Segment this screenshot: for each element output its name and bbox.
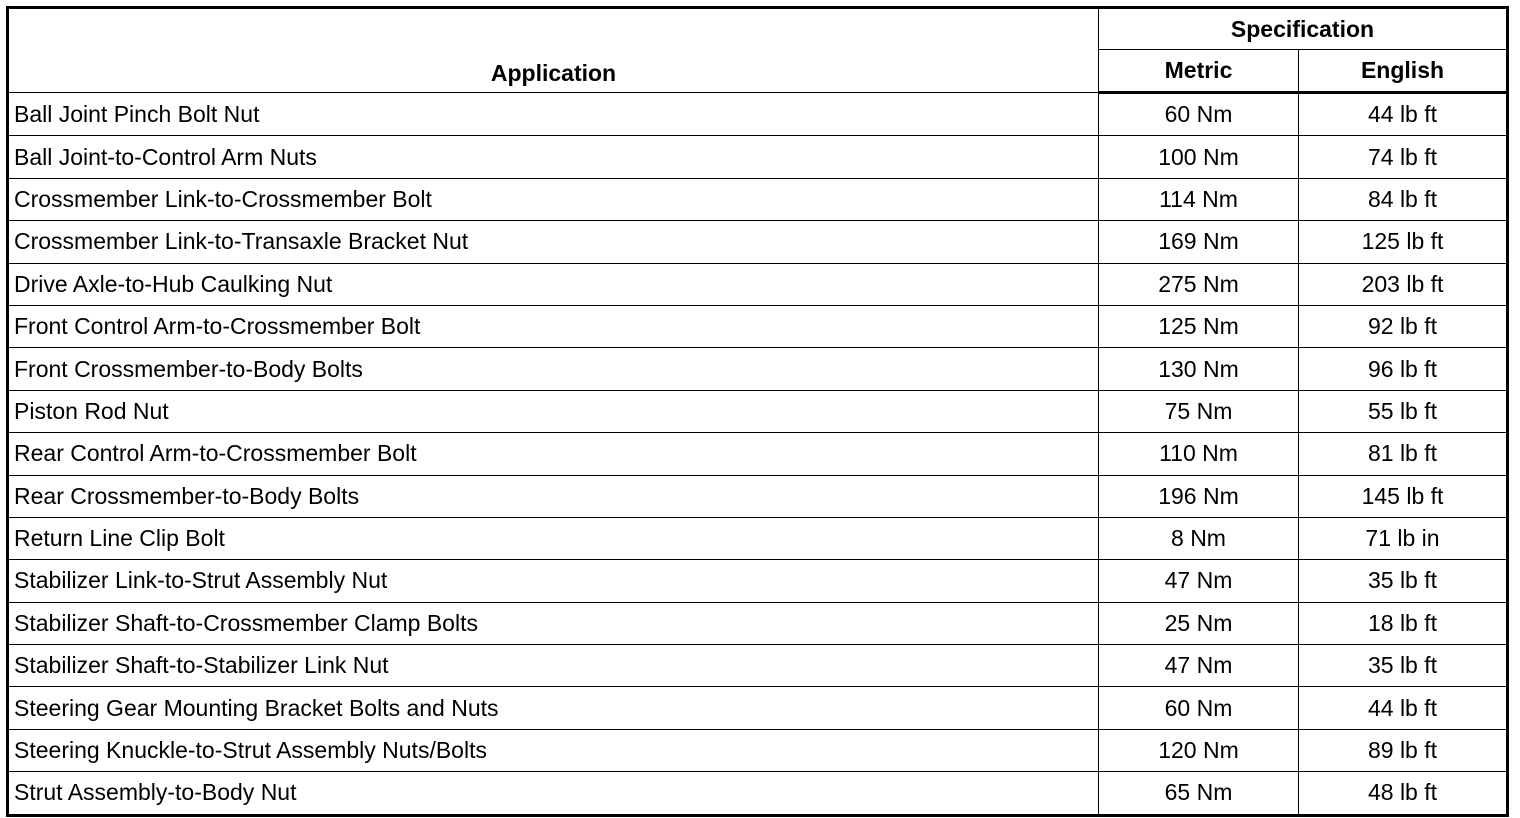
english-cell: 35 lb ft xyxy=(1299,645,1508,687)
english-cell: 125 lb ft xyxy=(1299,221,1508,263)
english-cell: 96 lb ft xyxy=(1299,348,1508,390)
metric-cell: 169 Nm xyxy=(1099,221,1299,263)
application-cell: Stabilizer Shaft-to-Stabilizer Link Nut xyxy=(8,645,1099,687)
application-cell: Stabilizer Link-to-Strut Assembly Nut xyxy=(8,560,1099,602)
header-row-top xyxy=(8,8,1508,50)
metric-cell: 120 Nm xyxy=(1099,729,1299,771)
table-row xyxy=(8,602,1508,644)
metric-cell: 8 Nm xyxy=(1099,517,1299,559)
table-row xyxy=(8,263,1508,305)
table-row xyxy=(8,517,1508,559)
application-cell: Front Crossmember-to-Body Bolts xyxy=(8,348,1099,390)
application-cell: Steering Gear Mounting Bracket Bolts and Nuts xyxy=(8,687,1099,729)
application-cell: Stabilizer Shaft-to-Crossmember Clamp Bolts xyxy=(8,602,1099,644)
metric-cell: 114 Nm xyxy=(1099,178,1299,220)
english-cell: 71 lb in xyxy=(1299,517,1508,559)
application-cell: Front Control Arm-to-Crossmember Bolt xyxy=(8,305,1099,347)
english-cell: 55 lb ft xyxy=(1299,390,1508,432)
table-row xyxy=(8,729,1508,771)
metric-cell: 47 Nm xyxy=(1099,645,1299,687)
metric-cell: 60 Nm xyxy=(1099,93,1299,136)
english-cell: 203 lb ft xyxy=(1299,263,1508,305)
english-cell: 48 lb ft xyxy=(1299,772,1508,815)
english-cell: 18 lb ft xyxy=(1299,602,1508,644)
torque-spec-table xyxy=(6,6,1509,817)
application-cell: Steering Knuckle-to-Strut Assembly Nuts/Bolts xyxy=(8,729,1099,771)
english-cell: 145 lb ft xyxy=(1299,475,1508,517)
metric-cell: 100 Nm xyxy=(1099,136,1299,178)
application-cell: Rear Control Arm-to-Crossmember Bolt xyxy=(8,433,1099,475)
application-cell: Strut Assembly-to-Body Nut xyxy=(8,772,1099,815)
table-row xyxy=(8,348,1508,390)
metric-cell: 25 Nm xyxy=(1099,602,1299,644)
english-cell: 35 lb ft xyxy=(1299,560,1508,602)
english-cell: 74 lb ft xyxy=(1299,136,1508,178)
english-cell: 84 lb ft xyxy=(1299,178,1508,220)
metric-cell: 196 Nm xyxy=(1099,475,1299,517)
table-row xyxy=(8,687,1508,729)
table-row xyxy=(8,645,1508,687)
table-header xyxy=(8,8,1508,93)
metric-cell: 110 Nm xyxy=(1099,433,1299,475)
english-cell: 44 lb ft xyxy=(1299,93,1508,136)
application-cell: Crossmember Link-to-Transaxle Bracket Nut xyxy=(8,221,1099,263)
metric-cell: 275 Nm xyxy=(1099,263,1299,305)
english-cell: 81 lb ft xyxy=(1299,433,1508,475)
table-body xyxy=(8,93,1508,816)
application-cell: Ball Joint Pinch Bolt Nut xyxy=(8,93,1099,136)
table-row xyxy=(8,475,1508,517)
application-column-header: Application xyxy=(8,8,1099,93)
table-row xyxy=(8,433,1508,475)
table-row xyxy=(8,93,1508,136)
english-cell: 92 lb ft xyxy=(1299,305,1508,347)
table-row xyxy=(8,560,1508,602)
table-row xyxy=(8,221,1508,263)
application-cell: Rear Crossmember-to-Body Bolts xyxy=(8,475,1099,517)
metric-cell: 60 Nm xyxy=(1099,687,1299,729)
application-cell: Return Line Clip Bolt xyxy=(8,517,1099,559)
table-row xyxy=(8,772,1508,815)
metric-cell: 125 Nm xyxy=(1099,305,1299,347)
english-cell: 44 lb ft xyxy=(1299,687,1508,729)
application-cell: Ball Joint-to-Control Arm Nuts xyxy=(8,136,1099,178)
application-cell: Piston Rod Nut xyxy=(8,390,1099,432)
metric-cell: 65 Nm xyxy=(1099,772,1299,815)
specification-group-header: Specification xyxy=(1099,8,1508,50)
english-cell: 89 lb ft xyxy=(1299,729,1508,771)
application-cell: Crossmember Link-to-Crossmember Bolt xyxy=(8,178,1099,220)
english-column-header: English xyxy=(1299,50,1508,93)
table-row xyxy=(8,390,1508,432)
application-cell: Drive Axle-to-Hub Caulking Nut xyxy=(8,263,1099,305)
table-row xyxy=(8,305,1508,347)
metric-cell: 130 Nm xyxy=(1099,348,1299,390)
table-row xyxy=(8,178,1508,220)
metric-cell: 75 Nm xyxy=(1099,390,1299,432)
metric-cell: 47 Nm xyxy=(1099,560,1299,602)
metric-column-header: Metric xyxy=(1099,50,1299,93)
table-row xyxy=(8,136,1508,178)
